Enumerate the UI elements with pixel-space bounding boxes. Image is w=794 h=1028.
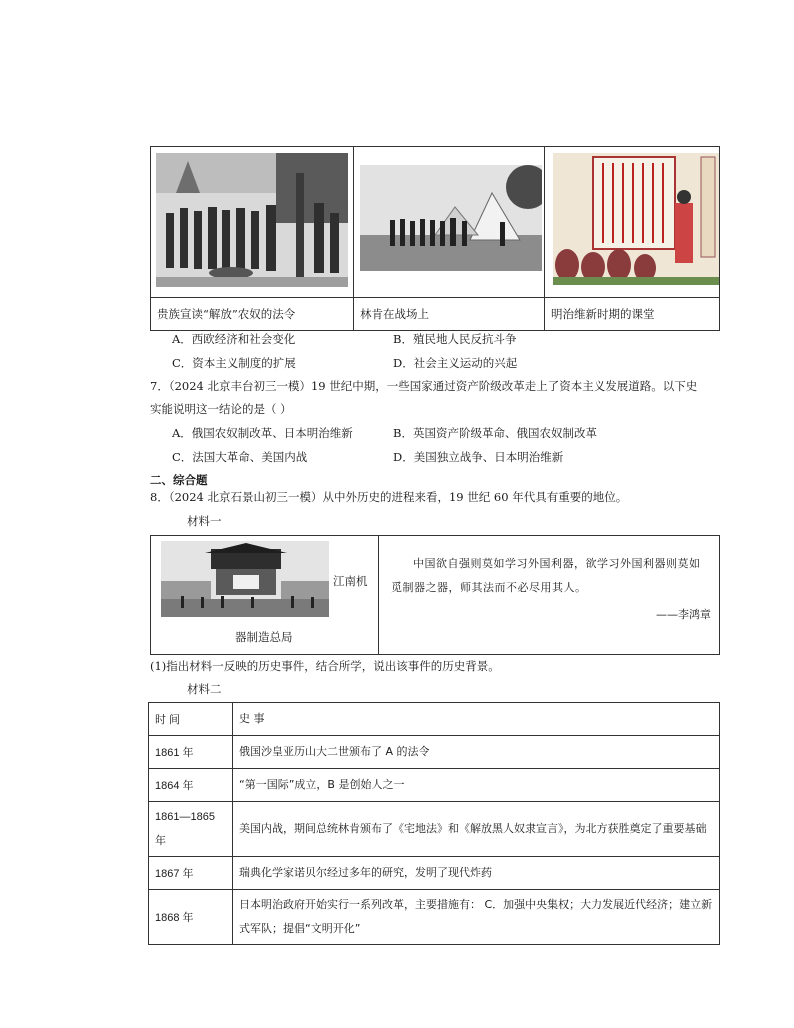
q6-option-a[interactable]: A．西欧经济和社会变化 (172, 332, 296, 346)
material1-box (150, 535, 720, 655)
jiangnan-arsenal-photo (161, 541, 329, 617)
quote-author: ——李鸿章 (656, 608, 711, 621)
row-time: 1861 年 (149, 736, 233, 769)
table-row (149, 769, 720, 802)
row-time: 1868 年 (149, 890, 233, 945)
q6-option-c[interactable]: C．资本主义制度的扩展 (172, 356, 296, 370)
caption-meiji-classroom: 明治维新时期的课堂 (545, 298, 720, 331)
row-event: 瑞典化学家诺贝尔经过多年的研究，发明了现代炸药 (233, 857, 720, 890)
q7-stem-line2: 实能说明这一结论的是（ ） (150, 402, 292, 416)
row-event: 俄国沙皇亚历山大二世颁布了 A 的法令 (233, 736, 720, 769)
row-time: 1867 年 (149, 857, 233, 890)
serf-emancipation-engraving (156, 153, 348, 287)
q6-option-b[interactable]: B．殖民地人民反抗斗争 (393, 332, 517, 346)
li-hongzhang-quote: 中国欲自强则莫如学习外国利器，欲学习外国利器则莫如觅制器之器，师其法而不必尽用其人。 (391, 557, 701, 594)
image-table (150, 146, 720, 331)
caption-lincoln-battlefield: 林肯在战场上 (354, 298, 545, 331)
arsenal-caption-part1: 江南机 (333, 574, 368, 588)
row-event: 日本明治政府开始实行一系列改革，主要措施有： C．加强中央集权；大力发展近代经济；建立新式军队；提倡“文明开化” (233, 890, 720, 945)
section-title: 二、综合题 (150, 473, 208, 487)
row-event: “第一国际”成立，B 是创始人之一 (233, 769, 720, 802)
header-time: 时 间 (149, 703, 233, 736)
material2-label: 材料二 (187, 682, 222, 696)
arsenal-caption-part2: 器制造总局 (235, 630, 293, 644)
table-row (149, 890, 720, 945)
q6-option-d[interactable]: D．社会主义运动的兴起 (393, 356, 518, 370)
image-cell-meiji-classroom (545, 147, 720, 298)
q7-stem-line1: 7．（2024 北京丰台初三一模）19 世纪中期，一些国家通过资产阶级改革走上了资本主义发展道路。以下史 (150, 379, 698, 393)
table-row (149, 736, 720, 769)
table-row (149, 802, 720, 857)
header-event: 史 事 (233, 703, 720, 736)
meiji-classroom-print (553, 153, 719, 285)
lincoln-battlefield-photo (360, 165, 542, 271)
q7-option-a[interactable]: A．俄国农奴制改革、日本明治维新 (172, 426, 353, 440)
row-event: 美国内战，期间总统林肯颁布了《宅地法》和《解放黑人奴隶宣言》，为北方获胜奠定了重要基础 (233, 802, 720, 857)
material1-label: 材料一 (187, 514, 222, 528)
material2-table (148, 702, 720, 945)
row-time: 1861—1865 年 (149, 802, 233, 857)
q8-intro: 8．（2024 北京石景山初三一模）从中外历史的进程来看，19 世纪 60 年代具有重要的地位。 (150, 490, 628, 504)
row-time: 1864 年 (149, 769, 233, 802)
q7-option-d[interactable]: D．美国独立战争、日本明治维新 (393, 450, 564, 464)
q7-option-c[interactable]: C．法国大革命、美国内战 (172, 450, 308, 464)
q7-option-b[interactable]: B．英国资产阶级革命、俄国农奴制改革 (393, 426, 597, 440)
q8-sub1: (1)指出材料一反映的历史事件，结合所学，说出该事件的历史背景。 (150, 659, 500, 673)
caption-serf-emancipation: 贵族宣读“解放”农奴的法令 (151, 298, 354, 331)
material1-divider (378, 536, 379, 654)
image-cell-lincoln-battlefield (354, 147, 545, 298)
image-cell-serf-emancipation (151, 147, 354, 298)
table-header-row (149, 703, 720, 736)
table-row (149, 857, 720, 890)
